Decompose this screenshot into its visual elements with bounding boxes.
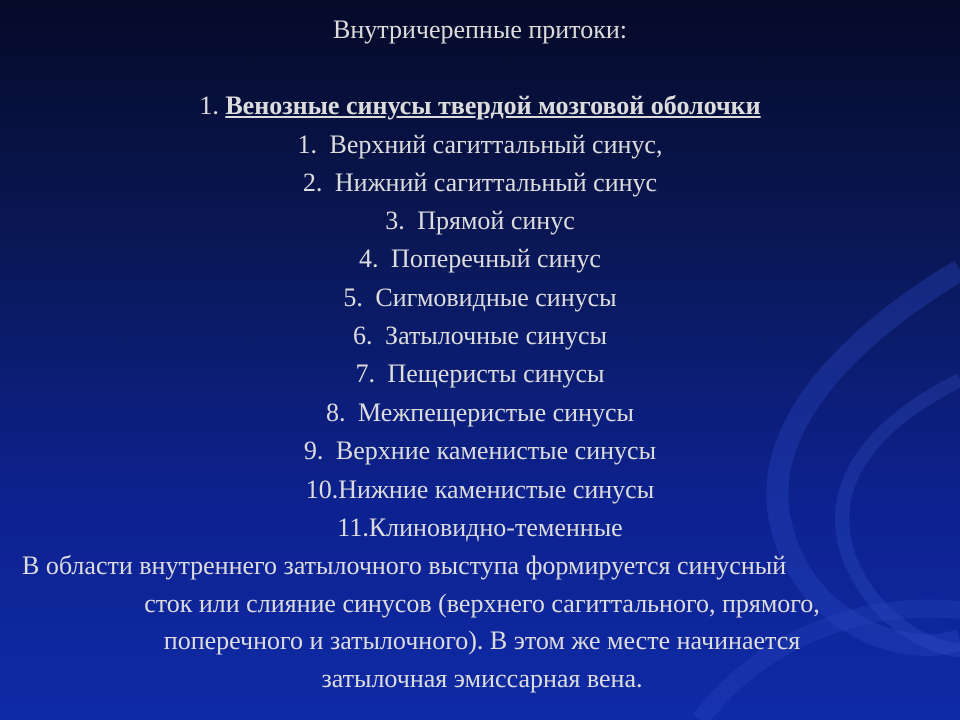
- list-item: [0, 244, 960, 274]
- item-label: Прямой синус: [417, 206, 575, 235]
- item-number: 10.: [305, 475, 339, 504]
- section-heading: [0, 91, 960, 121]
- item-label: Клиновидно-теменные: [368, 513, 623, 542]
- heading-number: 1.: [199, 91, 219, 120]
- confluence-paragraph: [22, 547, 942, 697]
- list-item: [0, 206, 960, 236]
- item-number: 2.: [302, 168, 323, 197]
- list-item: [0, 436, 960, 466]
- list-item: [0, 168, 960, 198]
- slide-title: Внутричерепные притоки:: [333, 15, 627, 44]
- item-number: 7.: [355, 359, 375, 388]
- list-item: [0, 475, 960, 505]
- paragraph-line: сток или слияние синусов (верхнего сагиттального, прямого,: [144, 588, 820, 618]
- item-label: Пещеристы синусы: [387, 359, 605, 388]
- item-number: 1.: [297, 130, 318, 159]
- paragraph-line: поперечного и затылочного). В этом же месте начинается: [163, 626, 801, 655]
- list-item: [0, 359, 960, 389]
- list-item: [0, 283, 960, 313]
- item-number: 4.: [359, 244, 379, 273]
- item-label: Нижние каменистые синусы: [338, 475, 655, 504]
- heading-text: Венозные синусы твердой мозговой оболочки: [225, 91, 761, 120]
- item-number: 8.: [326, 398, 346, 427]
- item-label: Сигмовидные синусы: [375, 283, 617, 312]
- item-label: Нижний сагиттальный синус: [334, 168, 658, 197]
- item-label: Затылочные синусы: [385, 321, 607, 350]
- list-item: [0, 321, 960, 351]
- item-number: 6.: [353, 321, 373, 350]
- paragraph-line: затылочная эмиссарная вена.: [321, 663, 643, 693]
- list-item: [0, 513, 960, 543]
- paragraph-line: В области внутреннего затылочного выступа формируется синусный: [22, 551, 787, 580]
- list-item: [0, 398, 960, 428]
- item-number: 3.: [385, 206, 405, 235]
- item-number: 9.: [303, 436, 324, 465]
- item-number: 11.: [337, 513, 369, 542]
- item-label: Верхние каменистые синусы: [335, 436, 657, 465]
- item-number: 5.: [343, 283, 363, 312]
- item-label: Верхний сагиттальный синус,: [329, 130, 663, 159]
- item-label: Поперечный синус: [391, 244, 601, 273]
- item-label: Межпещеристые синусы: [358, 398, 634, 427]
- list-item: [0, 130, 960, 160]
